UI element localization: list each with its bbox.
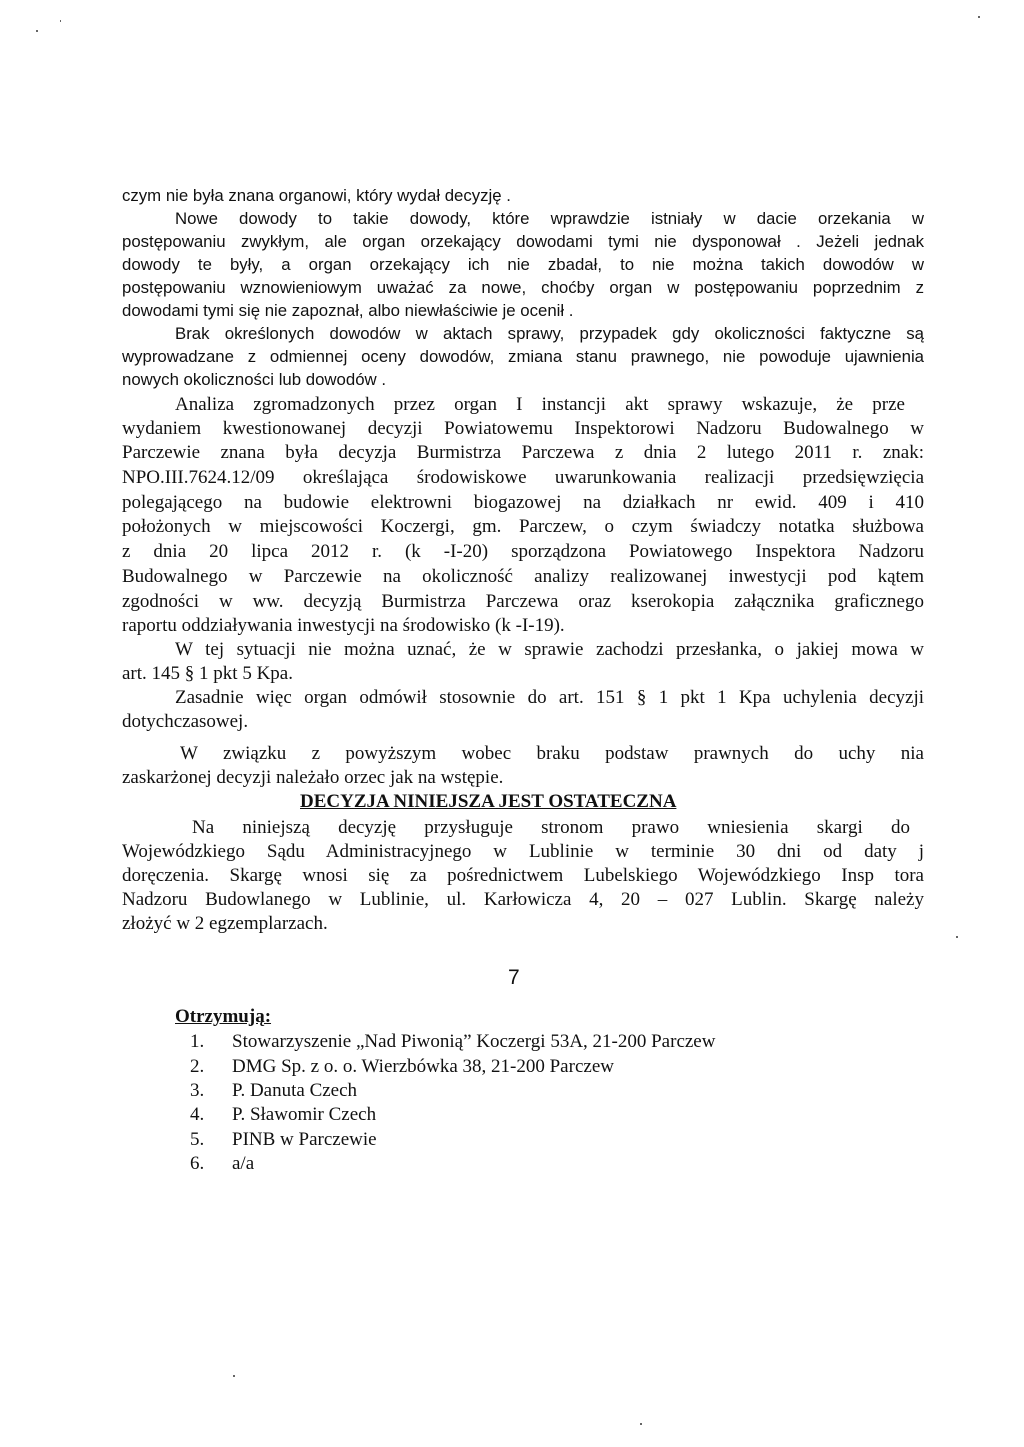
body-line: nowych okoliczności lub dowodów . xyxy=(122,370,386,389)
body-line: art. 145 § 1 pkt 5 Kpa. xyxy=(122,663,293,684)
decision-final-heading: DECYZJA NINIEJSZA JEST OSTATECZNA xyxy=(300,791,677,812)
recipient-item xyxy=(190,1055,614,1078)
body-line: postępowaniu wznowieniowym uważać za nowe, choćby organ w postępowaniu poprzednim z xyxy=(122,278,924,297)
scan-speck xyxy=(956,936,958,938)
body-line: czym nie była znana organowi, który wydał decyzję . xyxy=(122,186,511,205)
body-line: Zasadnie więc organ odmówił stosownie do art. 151 § 1 pkt 1 Kpa uchylenia decyzji xyxy=(175,687,924,708)
body-line: dotychczasowej. xyxy=(122,711,249,732)
recipient-text: P. Sławomir Czech xyxy=(232,1104,377,1125)
body-line: położonych w miejscowości Koczergi, gm. Parczew, o czym świadczy notatka służbowa xyxy=(122,516,924,537)
recipient-item xyxy=(190,1079,357,1102)
scan-speck xyxy=(978,16,980,18)
scan-speck xyxy=(233,1375,235,1377)
recipient-text: DMG Sp. z o. o. Wierzbówka 38, 21-200 Parczew xyxy=(232,1056,614,1077)
recipient-text: Stowarzyszenie „Nad Piwonią” Koczergi 53A, 21-200 Parczew xyxy=(232,1031,716,1052)
body-line: Brak określonych dowodów w aktach sprawy, przypadek gdy okoliczności faktyczne są xyxy=(175,324,924,343)
body-line: Nadzoru Budowlanego w Lublinie, ul. Karłowicza 4, 20 – 027 Lublin. Skargę należy xyxy=(122,889,924,910)
recipient-number: 1. xyxy=(190,1031,205,1052)
body-line: raportu oddziaływania inwestycji na środowisko (k -I-19). xyxy=(122,615,565,636)
scan-speck xyxy=(36,30,38,32)
body-line: Analiza zgromadzonych przez organ I instancji akt sprawy wskazuje, że prze xyxy=(175,394,905,415)
body-line: zaskarżonej decyzji należało orzec jak na wstępie. xyxy=(122,767,504,788)
body-line: wyprowadzane z odmiennej oceny dowodów, zmiana stanu prawnego, nie powoduje ujawnienia xyxy=(122,347,924,366)
recipient-item xyxy=(190,1103,376,1126)
body-line: Parczewie znana była decyzja Burmistrza Parczewa z dnia 2 lutego 2011 r. znak: xyxy=(122,442,924,463)
body-line: wydaniem kwestionowanej decyzji Powiatowemu Inspektorowi Nadzoru Budowalnego w xyxy=(122,418,924,439)
body-line: złożyć w 2 egzemplarzach. xyxy=(122,913,328,934)
body-line: NPO.III.7624.12/09 określająca środowiskowe uwarunkowania realizacji przedsięwzięcia xyxy=(122,467,924,488)
scan-speck xyxy=(640,1423,642,1425)
recipient-item xyxy=(190,1152,254,1175)
body-line: postępowaniu zwykłym, ale organ orzekający dowodami tymi nie dysponował . Jeżeli jednak xyxy=(122,232,924,251)
body-line: dowodami tymi się nie zapoznał, albo niewłaściwie je ocenił . xyxy=(122,301,574,320)
body-line: z dnia 20 lipca 2012 r. (k -I-20) sporządzona Powiatowego Inspektora Nadzoru xyxy=(122,541,924,562)
page-number: 7 xyxy=(508,966,520,989)
body-line: Nowe dowody to takie dowody, które wprawdzie istniały w dacie orzekania w xyxy=(175,209,924,228)
recipient-number: 2. xyxy=(190,1056,205,1077)
recipient-text: PINB w Parczewie xyxy=(232,1129,377,1150)
body-line: W związku z powyższym wobec braku podstaw prawnych do uchy nia xyxy=(180,743,924,764)
recipient-number: 5. xyxy=(190,1129,205,1150)
recipient-item xyxy=(190,1030,715,1053)
body-line: Na niniejszą decyzję przysługuje stronom prawo wniesienia skargi do xyxy=(192,817,910,838)
recipient-text: a/a xyxy=(232,1153,255,1174)
recipients-heading: Otrzymują: xyxy=(175,1006,272,1027)
body-line: dowody te były, a organ orzekający ich nie zbadał, to nie można takich dowodów w xyxy=(122,255,924,274)
recipient-number: 6. xyxy=(190,1153,205,1174)
body-line: Budowalnego w Parczewie na okoliczność analizy realizowanej inwestycji pod kątem xyxy=(122,566,924,587)
body-line: Wojewódzkiego Sądu Administracyjnego w Lublinie w terminie 30 dni od daty j xyxy=(122,841,924,862)
recipient-number: 3. xyxy=(190,1080,205,1101)
body-line: polegającego na budowie elektrowni biogazowej na działkach nr ewid. 409 i 410 xyxy=(122,492,924,513)
body-line: zgodności w ww. decyzją Burmistrza Parczewa oraz kserokopia załącznika graficznego xyxy=(122,591,924,612)
body-line: W tej sytuacji nie można uznać, że w sprawie zachodzi przesłanka, o jakiej mowa w xyxy=(175,639,924,660)
recipient-item xyxy=(190,1128,377,1151)
scan-speck xyxy=(60,20,61,22)
body-line: doręczenia. Skargę wnosi się za pośrednictwem Lubelskiego Wojewódzkiego Insp tora xyxy=(122,865,924,886)
recipient-text: P. Danuta Czech xyxy=(232,1080,358,1101)
recipient-number: 4. xyxy=(190,1104,205,1125)
